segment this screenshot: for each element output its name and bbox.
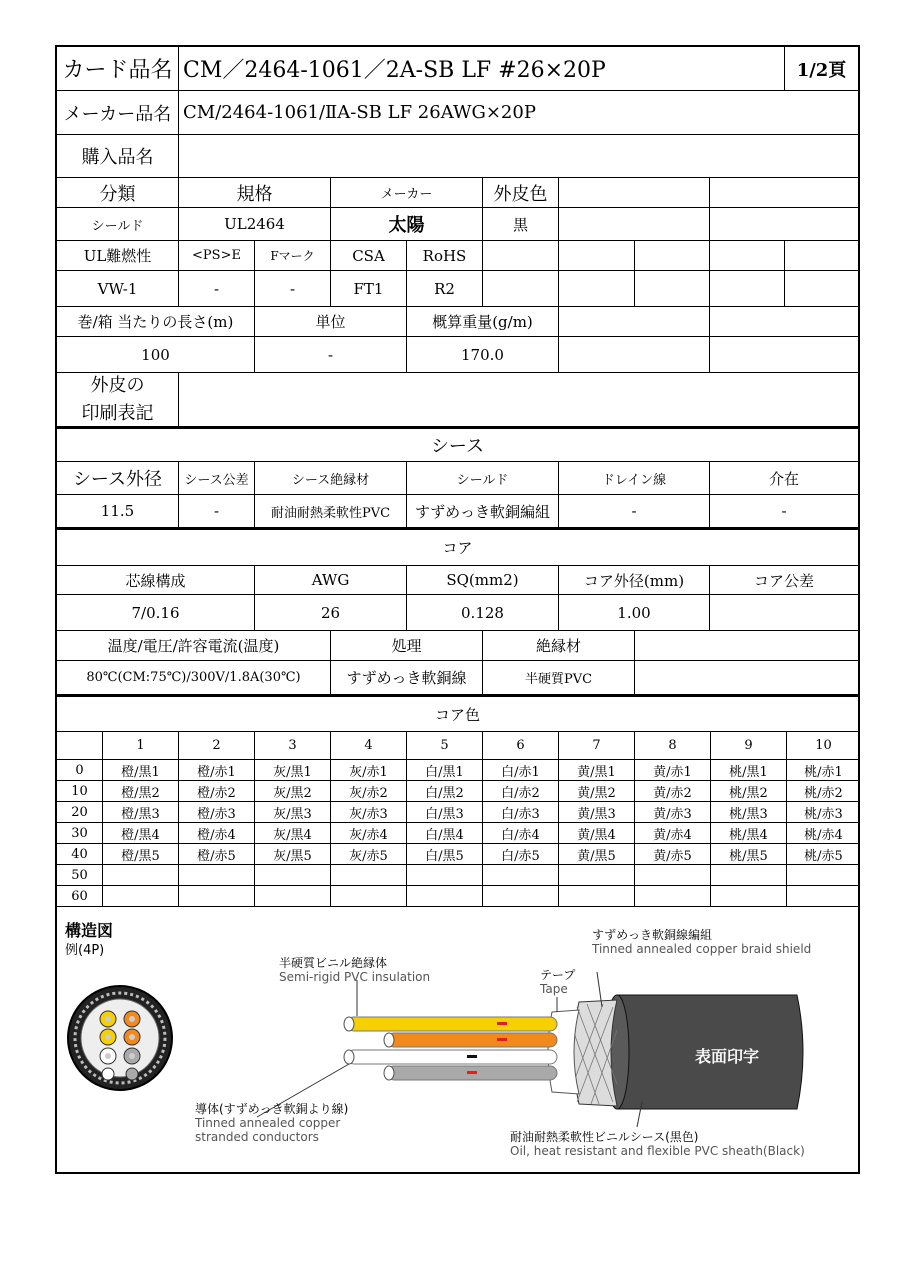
core-section-title: コア (57, 530, 858, 566)
color-cell (483, 886, 559, 907)
weight-value: 170.0 (407, 337, 559, 373)
color-column-header: 7 (559, 732, 635, 760)
maker-name-label: メーカー品名 (57, 91, 179, 135)
tape-label-en: Tape (540, 982, 568, 996)
weight-header: 概算重量(g/m) (407, 307, 559, 337)
color-cell (559, 886, 635, 907)
cable-side-view (548, 995, 803, 1109)
color-cell: 橙/黒5 (103, 844, 179, 865)
color-cell: 桃/黒2 (711, 781, 787, 802)
length-header: 巻/箱 当たりの長さ(m) (57, 307, 255, 337)
color-cell: 白/黒4 (407, 823, 483, 844)
jacket-print-label-line1: 外皮の (90, 374, 145, 396)
diagram-example: 例(4P) (65, 943, 105, 958)
awg-value: 26 (255, 595, 407, 631)
jacket-print-label (57, 373, 179, 429)
color-cell (407, 865, 483, 886)
braid-label-en: Tinned annealed copper braid shield (592, 942, 812, 956)
empty-cell (635, 631, 858, 661)
color-cell: 灰/赤4 (331, 823, 407, 844)
color-cell: 桃/赤5 (787, 844, 860, 865)
color-cell (635, 886, 711, 907)
color-cell: 橙/赤1 (179, 760, 255, 781)
pse-value: - (179, 271, 255, 307)
filler-header: 介在 (710, 462, 858, 495)
color-row-label: 30 (57, 823, 103, 844)
insulation-label-en: Semi-rigid PVC insulation (279, 970, 431, 984)
color-cell: 桃/赤1 (787, 760, 860, 781)
unit-header: 単位 (255, 307, 407, 337)
sq-value: 0.128 (407, 595, 559, 631)
color-cell: 灰/赤5 (331, 844, 407, 865)
color-cell: 灰/赤3 (331, 802, 407, 823)
sheath-label (510, 1130, 805, 1158)
color-column-header: 4 (331, 732, 407, 760)
color-cell: 灰/赤1 (331, 760, 407, 781)
sheath-label-en: Oil, heat resistant and flexible PVC sheath(Black) (510, 1144, 805, 1158)
color-row-label: 40 (57, 844, 103, 865)
empty-cell (635, 271, 710, 307)
csa-header: CSA (331, 241, 407, 271)
braid-label-jp: すずめっき軟銅線編組 (592, 928, 713, 942)
sheath-material-value: 耐油耐熱柔軟性PVC (255, 495, 407, 530)
color-cell: 黄/赤2 (635, 781, 711, 802)
sheath-tolerance-value: - (179, 495, 255, 530)
drain-wire-value: - (559, 495, 710, 530)
sheath-tolerance-header: シース公差 (179, 462, 255, 495)
awg-header: AWG (255, 566, 407, 595)
color-cell (331, 865, 407, 886)
color-row-label: 60 (57, 886, 103, 907)
pse-header: <PS>E (179, 241, 255, 271)
sq-header: SQ(mm2) (407, 566, 559, 595)
rohs-header: RoHS (407, 241, 483, 271)
jacket-print-label-line2: 印刷表記 (81, 402, 154, 424)
insulation-value: 半硬質PVC (483, 661, 635, 697)
empty-cell (785, 241, 858, 271)
ul-flame-value: VW-1 (57, 271, 179, 307)
color-cell: 灰/赤2 (331, 781, 407, 802)
core-od-value: 1.00 (559, 595, 710, 631)
empty-cell (710, 307, 858, 337)
color-cell (179, 865, 255, 886)
empty-cell (559, 178, 710, 208)
treatment-header: 処理 (331, 631, 483, 661)
surface-print-label: 表面印字 (695, 1047, 760, 1066)
color-cell (103, 865, 179, 886)
braid-label (592, 928, 811, 956)
color-cell: 橙/黒3 (103, 802, 179, 823)
color-cell (711, 886, 787, 907)
sheath-label-jp: 耐油耐熱柔軟性ビニルシース(黒色) (510, 1130, 699, 1144)
category-header: 分類 (57, 178, 179, 208)
csa-value: FT1 (331, 271, 407, 307)
sheath-section-title: シース (57, 429, 858, 462)
conductor-label-jp: 導体(すずめっき軟銅より線) (195, 1102, 349, 1116)
sheath-od-header: シース外径 (57, 462, 179, 495)
color-cell: 灰/黒3 (255, 802, 331, 823)
treatment-value: すずめっき軟銅線 (331, 661, 483, 697)
empty-cell (559, 337, 710, 373)
structure-diagram (57, 912, 858, 1172)
color-cell: 灰/黒1 (255, 760, 331, 781)
empty-cell (710, 337, 858, 373)
color-column-header: 9 (711, 732, 787, 760)
color-cell: 黄/黒4 (559, 823, 635, 844)
color-cell: 灰/黒2 (255, 781, 331, 802)
color-cell (331, 886, 407, 907)
color-cell (255, 886, 331, 907)
cross-section-icon (68, 986, 172, 1090)
maker-header: メーカー (331, 178, 483, 208)
color-cell: 桃/黒4 (711, 823, 787, 844)
category-value: シールド (57, 208, 179, 241)
empty-cell (635, 661, 858, 697)
f-mark-value: - (255, 271, 331, 307)
insulation-label-jp: 半硬質ビニル絶縁体 (279, 956, 388, 970)
color-cell: 白/黒3 (407, 802, 483, 823)
color-cell: 灰/黒4 (255, 823, 331, 844)
empty-cell (559, 307, 710, 337)
color-cell: 橙/黒4 (103, 823, 179, 844)
core-tolerance-value (710, 595, 858, 631)
shield-value: すずめっき軟銅編組 (407, 495, 559, 530)
empty-cell (710, 241, 785, 271)
color-cell (483, 865, 559, 886)
color-cell: 橙/黒2 (103, 781, 179, 802)
color-cell: 白/赤2 (483, 781, 559, 802)
rohs-value: R2 (407, 271, 483, 307)
standard-value: UL2464 (179, 208, 331, 241)
color-cell (103, 886, 179, 907)
empty-cell (483, 271, 559, 307)
shield-header: シールド (407, 462, 559, 495)
color-cell: 黄/赤4 (635, 823, 711, 844)
color-column-header: 8 (635, 732, 711, 760)
core-tolerance-header: コア公差 (710, 566, 858, 595)
color-cell (407, 886, 483, 907)
temp-voltage-header: 温度/電圧/許容電流(温度) (57, 631, 331, 661)
color-cell: 橙/赤3 (179, 802, 255, 823)
color-cell: 白/赤1 (483, 760, 559, 781)
conductor-construction-header: 芯線構成 (57, 566, 255, 595)
color-cell: 白/黒1 (407, 760, 483, 781)
standard-header: 規格 (179, 178, 331, 208)
empty-cell (635, 241, 710, 271)
insulation-header: 絶縁材 (483, 631, 635, 661)
jacket-color-value: 黒 (483, 208, 559, 241)
core-od-header: コア外径(mm) (559, 566, 710, 595)
color-cell (787, 886, 860, 907)
empty-cell (559, 271, 635, 307)
color-cell (635, 865, 711, 886)
color-cell: 桃/赤3 (787, 802, 860, 823)
temp-voltage-value: 80℃(CM:75℃)/300V/1.8A(30℃) (57, 661, 331, 697)
ul-flame-header: UL難燃性 (57, 241, 179, 271)
color-cell (787, 865, 860, 886)
color-row-label: 50 (57, 865, 103, 886)
color-cell: 黄/赤5 (635, 844, 711, 865)
color-row-label: 0 (57, 760, 103, 781)
color-column-header: 2 (179, 732, 255, 760)
purchase-name-label: 購入品名 (57, 135, 179, 178)
color-cell: 黄/黒1 (559, 760, 635, 781)
color-column-header: 6 (483, 732, 559, 760)
spec-sheet (55, 45, 860, 1174)
empty-cell (559, 208, 710, 241)
color-cell: 桃/黒3 (711, 802, 787, 823)
diagram-title: 構造図 (65, 921, 114, 940)
page-number: 1/2頁 (785, 47, 858, 91)
color-column-header: 1 (103, 732, 179, 760)
color-cell: 黄/黒2 (559, 781, 635, 802)
jacket-print-value (179, 373, 858, 429)
color-column-header: 3 (255, 732, 331, 760)
purchase-name-value (179, 135, 858, 178)
color-cell: 黄/黒5 (559, 844, 635, 865)
color-cell: 橙/赤2 (179, 781, 255, 802)
color-cell: 黄/赤1 (635, 760, 711, 781)
empty-cell (559, 241, 635, 271)
color-cell (559, 865, 635, 886)
color-cell: 桃/赤4 (787, 823, 860, 844)
twisted-pairs (344, 1017, 557, 1080)
tape-label-jp: テープ (540, 968, 576, 982)
color-cell: 橙/赤4 (179, 823, 255, 844)
color-cell: 橙/赤5 (179, 844, 255, 865)
card-name-label: カード品名 (57, 47, 179, 91)
conductor-label-en-1: Tinned annealed copper (195, 1116, 341, 1130)
color-table-corner (57, 732, 103, 760)
color-row-label: 10 (57, 781, 103, 802)
length-value: 100 (57, 337, 255, 373)
color-cell: 白/赤4 (483, 823, 559, 844)
maker-value: 太陽 (331, 208, 483, 241)
jacket-color-header: 外皮色 (483, 178, 559, 208)
color-cell: 黄/黒3 (559, 802, 635, 823)
empty-cell (710, 178, 858, 208)
color-cell: 白/黒5 (407, 844, 483, 865)
f-mark-header: Fマーク (255, 241, 331, 271)
conductor-construction-value: 7/0.16 (57, 595, 255, 631)
color-cell (179, 886, 255, 907)
conductor-label (195, 1102, 348, 1144)
color-cell: 白/赤5 (483, 844, 559, 865)
empty-cell (710, 271, 785, 307)
filler-value: - (710, 495, 858, 530)
color-cell: 桃/黒1 (711, 760, 787, 781)
maker-name-value: CM/2464-1061/ⅡA-SB LF 26AWG×20P (179, 91, 858, 135)
color-cell: 橙/黒1 (103, 760, 179, 781)
empty-cell (483, 241, 559, 271)
conductor-label-en-2: stranded conductors (195, 1130, 319, 1144)
color-cell (711, 865, 787, 886)
empty-cell (785, 271, 858, 307)
color-cell: 桃/赤2 (787, 781, 860, 802)
color-column-header: 10 (787, 732, 860, 760)
color-cell (255, 865, 331, 886)
core-color-section-title: コア色 (57, 697, 858, 732)
empty-cell (710, 208, 858, 241)
card-name-value: CM／2464-1061／2A-SB LF #26×20P (179, 47, 785, 91)
sheath-material-header: シース絶縁材 (255, 462, 407, 495)
tape-label (540, 968, 575, 996)
sheath-od-value: 11.5 (57, 495, 179, 530)
color-cell: 黄/赤3 (635, 802, 711, 823)
color-cell: 桃/黒5 (711, 844, 787, 865)
unit-value: - (255, 337, 407, 373)
color-cell: 白/赤3 (483, 802, 559, 823)
color-cell: 白/黒2 (407, 781, 483, 802)
color-row-label: 20 (57, 802, 103, 823)
insulation-label (279, 956, 430, 984)
drain-wire-header: ドレイン線 (559, 462, 710, 495)
color-column-header: 5 (407, 732, 483, 760)
color-cell: 灰/黒5 (255, 844, 331, 865)
